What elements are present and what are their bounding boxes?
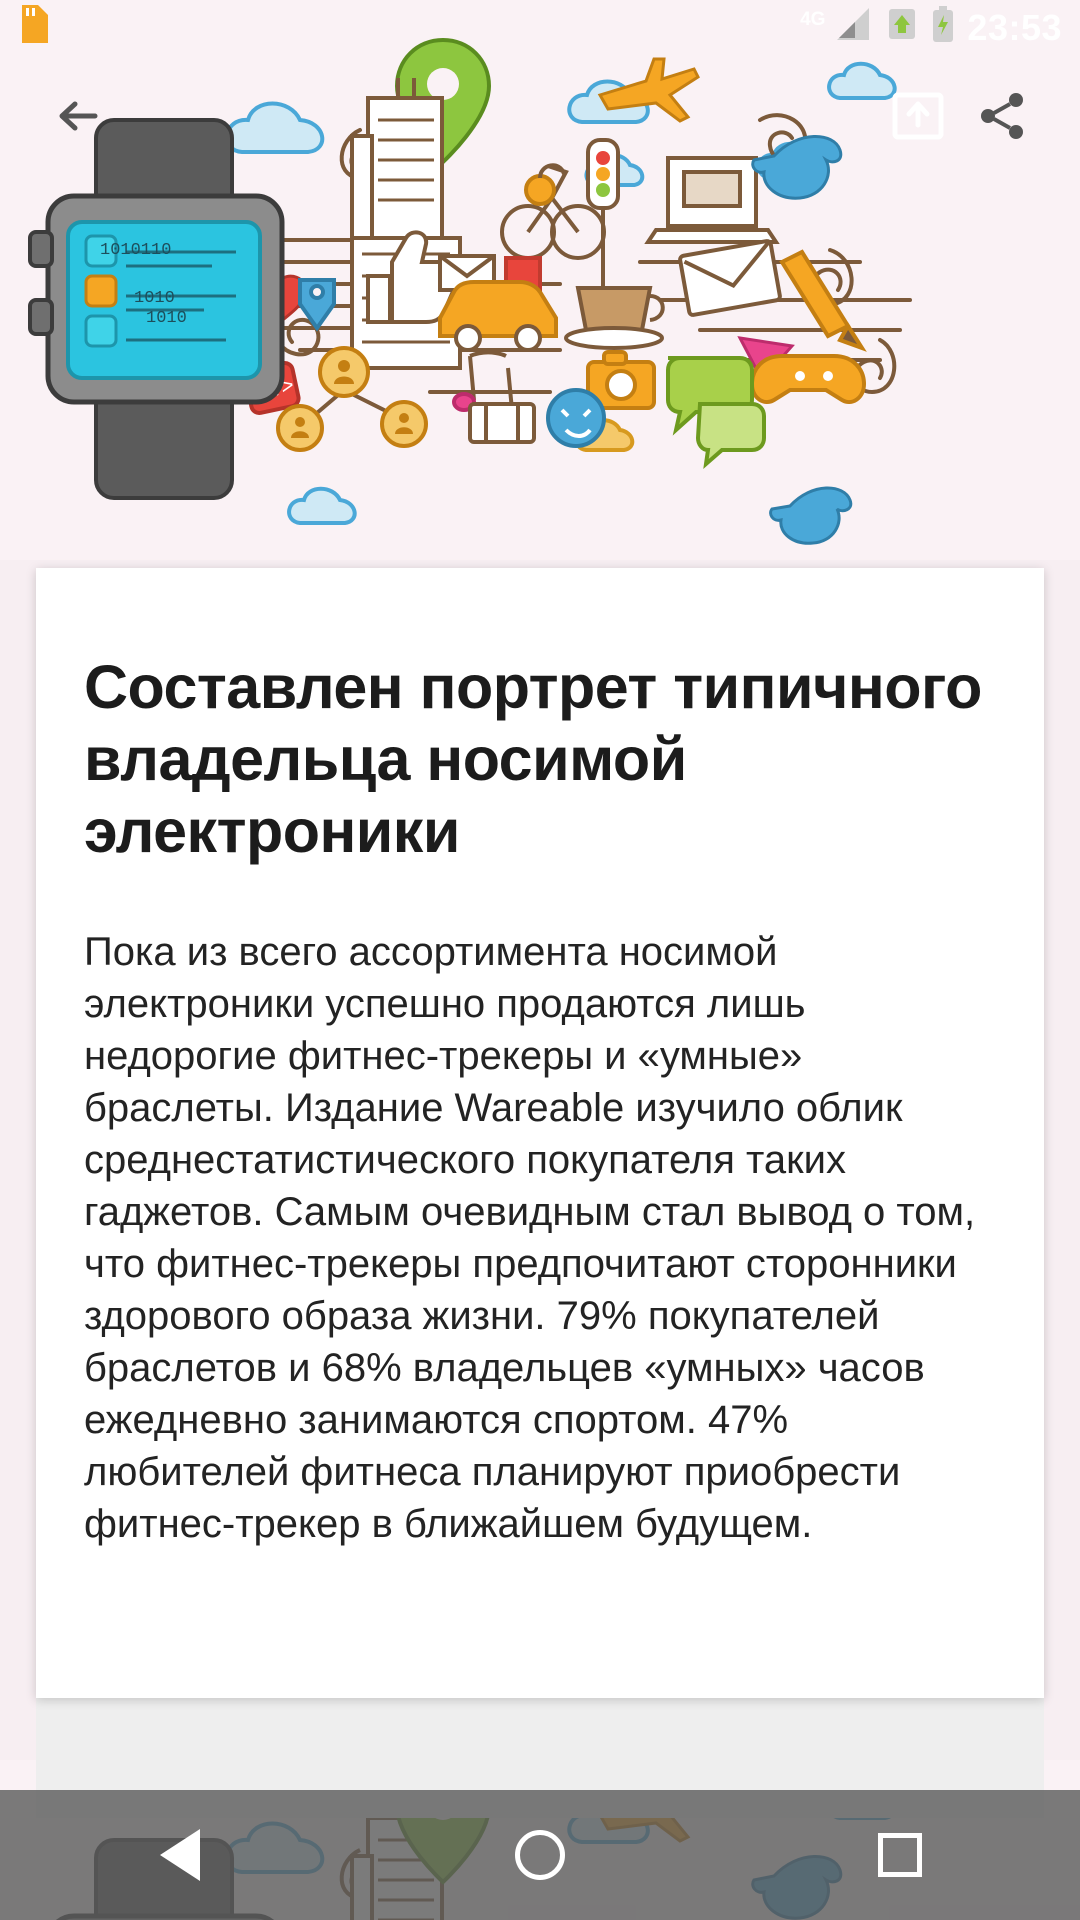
arrow-left-icon (49, 87, 107, 145)
sd-card-icon (18, 5, 48, 51)
back-triangle-icon (160, 1829, 200, 1881)
article-body: Пока из всего ассортимента носимой электроники успешно продаются лишь недорогие фитнес-трекеры и «умные» браслеты. Издание Wareable изучило облик среднестатистического покупателя таких гаджетов. Самым очевидным стал вывод о том, что фитнес-трекеры предпочитают сторонники здорового образа жизни. 79% покупателей браслетов и 68% владельцев «умных» часов ежедневно занимаются спортом. 47% любителей фитнеса планируют приобрести фитнес-трекер в ближайшем будущем. (84, 929, 976, 1546)
share-icon (973, 87, 1031, 145)
status-bar (0, 0, 1080, 56)
save-offline-icon (887, 85, 949, 147)
article-card (36, 568, 1044, 1698)
mask-icon (548, 390, 604, 446)
data-upload-icon (885, 7, 919, 49)
system-navigation-bar (0, 1790, 1080, 1920)
battery-charging-icon (931, 6, 955, 50)
home-circle-icon (515, 1830, 565, 1880)
watch-binary-2: 1010 (134, 289, 175, 308)
nav-back-button[interactable] (105, 1790, 255, 1920)
signal-bars-icon (837, 8, 873, 48)
nav-home-button[interactable] (465, 1790, 615, 1920)
nav-recents-button[interactable] (825, 1790, 975, 1920)
recents-square-icon (878, 1833, 922, 1877)
status-bar-clock: 23:53 (967, 7, 1062, 48)
app-bar (0, 56, 1080, 176)
page-title: Составлен портрет типичного владельца носимой электроники (84, 653, 982, 865)
save-offline-button[interactable] (876, 74, 960, 158)
network-type-label: 4G (800, 9, 826, 30)
watch-binary-3: 1010 (146, 309, 187, 328)
back-button[interactable] (36, 74, 120, 158)
watch-binary-1: 1010110 (100, 241, 172, 260)
share-button[interactable] (960, 74, 1044, 158)
